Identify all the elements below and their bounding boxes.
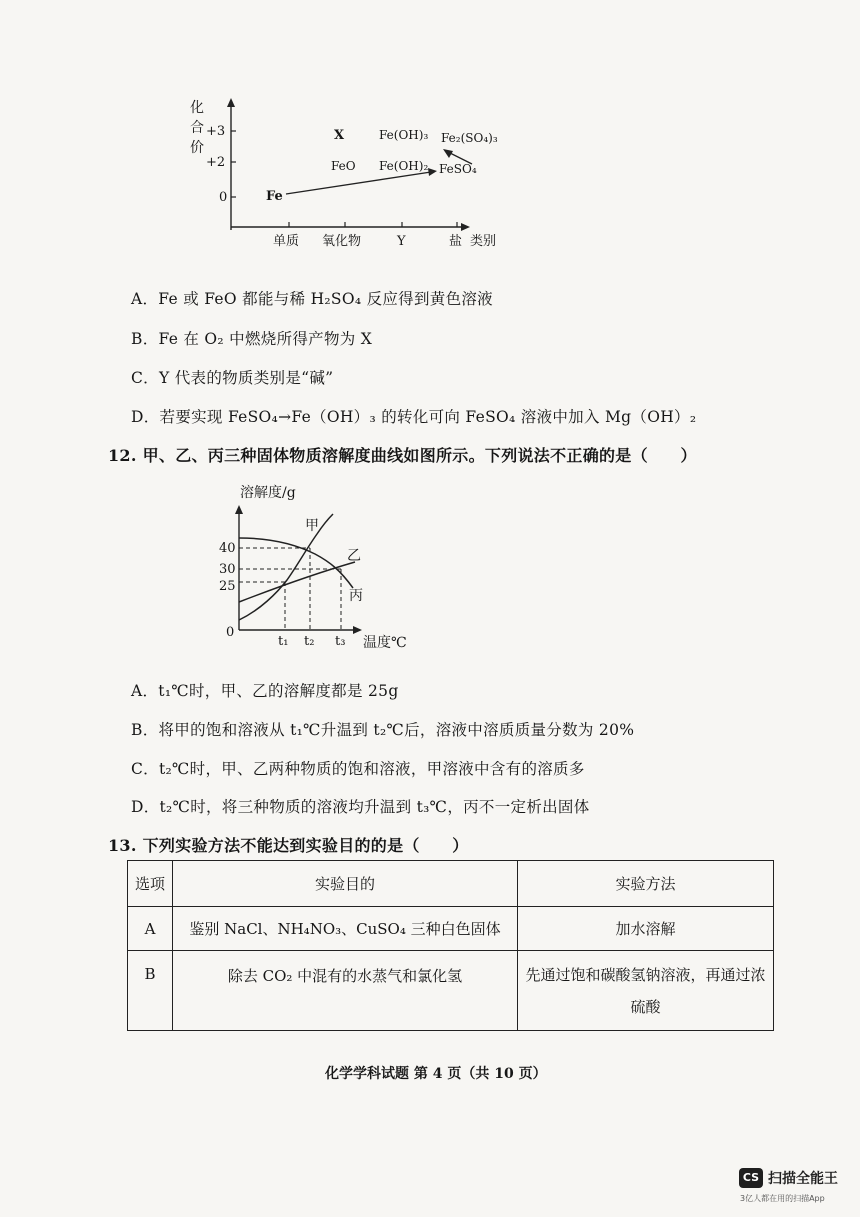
- y-tick-label: +3: [206, 124, 226, 139]
- arrow-fe-to-feso4: [286, 172, 431, 194]
- q12-option-a: A．t₁℃时，甲、乙的溶解度都是 25g: [131, 682, 399, 700]
- row-option: B: [128, 951, 173, 1031]
- origin-label: 0: [226, 625, 235, 640]
- species-feo: FeO: [331, 159, 356, 173]
- y-label-char: 合: [190, 120, 204, 136]
- page-footer: 化学学科试题 第 4 页（共 10 页）: [325, 1066, 547, 1082]
- header-purpose: 实验目的: [173, 861, 518, 907]
- species-fe2so43: Fe₂(SO₄)₃: [441, 131, 498, 145]
- q11-option-c: C．Y 代表的物质类别是“碱”: [131, 369, 334, 387]
- y-tick-label: +2: [206, 155, 226, 170]
- camscanner-subtitle: 3亿人都在用的扫描App: [740, 1194, 825, 1203]
- curve-label-jia: 甲: [305, 518, 319, 534]
- q11-option-d: D．若要实现 FeSO₄→Fe（OH）₃ 的转化可向 FeSO₄ 溶液中加入 Mg（OH）₂: [131, 408, 697, 426]
- y-axis-label: 溶解度/g: [240, 485, 296, 501]
- y-tick-40: 40: [219, 541, 236, 556]
- x-axis-arrow: [353, 626, 362, 634]
- curve-label-bing: 丙: [349, 588, 363, 604]
- row-option: A: [128, 907, 173, 951]
- q13-stem: 13. 下列实验方法不能达到实验目的的是（ ）: [108, 836, 469, 855]
- species-fe-oh3: Fe(OH)₃: [379, 128, 429, 142]
- row-purpose: 除去 CO₂ 中混有的水蒸气和氯化氢: [173, 951, 518, 1031]
- y-tick-30: 30: [219, 562, 236, 577]
- valence-class-chart: [180, 92, 520, 252]
- species-fe: Fe: [266, 189, 283, 204]
- x-tick-t2: t₂: [304, 634, 315, 649]
- x-axis-arrow: [461, 223, 470, 231]
- q11-option-a: A．Fe 或 FeO 都能与稀 H₂SO₄ 反应得到黄色溶液: [131, 290, 493, 308]
- header-option: 选项: [128, 861, 173, 907]
- x-tick-t1: t₁: [278, 634, 289, 649]
- y-tick-label: 0: [219, 190, 228, 205]
- camscanner-logo-icon: CS: [739, 1168, 763, 1188]
- arrow-head: [443, 149, 453, 158]
- x-tick-t3: t₃: [335, 634, 346, 649]
- q12-option-d: D．t₂℃时，将三种物质的溶液均升温到 t₃℃，丙不一定析出固体: [131, 798, 590, 816]
- x-axis-label: 类别: [470, 234, 497, 249]
- row-method: 加水溶解: [518, 907, 774, 951]
- y-label-char: 价: [190, 140, 204, 156]
- experiment-table: [127, 860, 774, 1031]
- x-tick-label: 氧化物: [322, 234, 362, 249]
- species-feso4: FeSO₄: [439, 162, 477, 176]
- q12-option-b: B．将甲的饱和溶液从 t₁℃升温到 t₂℃后，溶液中溶质质量分数为 20%: [131, 721, 635, 739]
- x-axis-label: 温度℃: [363, 635, 407, 651]
- y-tick-25: 25: [219, 579, 236, 594]
- table-row: [128, 951, 774, 1031]
- camscanner-title: 扫描全能王: [768, 1171, 838, 1187]
- q11-option-b: B．Fe 在 O₂ 中燃烧所得产物为 X: [131, 330, 373, 348]
- x-tick-label: 单质: [273, 234, 300, 249]
- table-header-row: [128, 861, 774, 907]
- q12-stem: 12. 甲、乙、丙三种固体物质溶解度曲线如图所示。下列说法不正确的是（ ）: [108, 446, 697, 465]
- table-row: [128, 907, 774, 951]
- curve-label-yi: 乙: [347, 548, 361, 564]
- species-x: X: [334, 128, 345, 143]
- y-axis-arrow: [235, 505, 243, 514]
- q12-option-c: C．t₂℃时，甲、乙两种物质的饱和溶液，甲溶液中含有的溶质多: [131, 760, 585, 778]
- header-method: 实验方法: [518, 861, 774, 907]
- y-axis-arrow: [227, 98, 235, 107]
- y-label-char: 化: [190, 100, 204, 116]
- solubility-chart: [215, 478, 415, 654]
- x-tick-label: 盐: [449, 234, 463, 249]
- row-purpose: 鉴别 NaCl、NH₄NO₃、CuSO₄ 三种白色固体: [173, 907, 518, 951]
- arrow-head: [428, 168, 437, 176]
- row-method: 先通过饱和碳酸氢钠溶液，再通过浓硫酸: [518, 951, 774, 1031]
- species-fe-oh2: Fe(OH)₂: [379, 159, 429, 173]
- x-tick-label: Y: [397, 234, 406, 249]
